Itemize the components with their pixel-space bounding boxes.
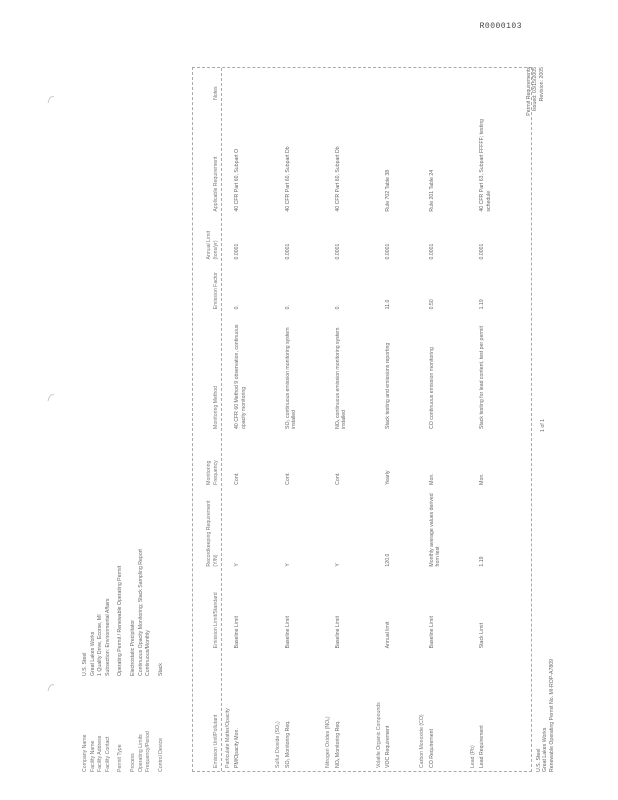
column-header: Annual Limit (tons/yr) xyxy=(206,230,219,260)
footer-line: Great Lakes Works xyxy=(542,727,549,772)
header-field-label: Facility Contact xyxy=(104,736,111,772)
group-spacer xyxy=(443,68,467,771)
table-cell: Cont. xyxy=(284,472,291,485)
header-field-label: Frequency/Period xyxy=(145,731,152,772)
footer-line: Revision: 2005 xyxy=(538,67,545,102)
header-field-value: 1 Quality Drive, Ecorse, MI xyxy=(97,614,104,676)
table-cell: CO Requirement xyxy=(428,729,435,768)
table-cell: 40 CFR Part 60, Subpart Db xyxy=(284,146,291,212)
table-cell: VOC Requirement xyxy=(385,725,392,768)
header-field-value: Subsection: Environmental Affairs xyxy=(104,598,111,676)
table-cell: 0. xyxy=(234,304,241,310)
table-cell: Rule 702 Table 38 xyxy=(385,169,392,212)
footer-line: Issued: 03/15/2005 xyxy=(532,67,539,112)
requirements-table xyxy=(192,67,532,772)
page-footer xyxy=(526,67,560,772)
column-header: Notes xyxy=(212,86,219,100)
table-cell: Baseline Limit xyxy=(334,616,341,649)
header-field xyxy=(145,342,151,772)
table-cell: NOₓ continuous emission monitoring system installed xyxy=(334,327,348,429)
column-header: Recordkeeping Requirement (Y/N) xyxy=(206,500,219,567)
header-field xyxy=(90,342,96,772)
header-field xyxy=(105,342,111,772)
column-header: Monitoring Method xyxy=(212,386,219,429)
header-field xyxy=(130,342,136,772)
table-cell: Stack Limit xyxy=(479,622,486,649)
table-cell: Mon. xyxy=(428,473,435,485)
page-number: 1 of 1 xyxy=(540,419,546,432)
table-group-title: Volatile Organic Compounds xyxy=(375,702,382,768)
header-field-label: Process xyxy=(129,753,136,772)
group-spacer xyxy=(493,68,517,771)
group-spacer xyxy=(392,68,416,771)
table-row xyxy=(233,68,248,771)
header-field xyxy=(82,342,88,772)
header-field-label: Facility Address xyxy=(97,735,104,772)
header-field xyxy=(117,342,123,772)
table-cell: Cont. xyxy=(334,472,341,485)
table-cell: Y xyxy=(284,563,291,567)
table-cell: SO₂ continuous emission monitoring system installed xyxy=(284,327,298,429)
table-cell xyxy=(478,68,493,103)
table-row xyxy=(384,68,392,771)
table-cell: 0.0001 xyxy=(385,243,392,260)
footer-line: Renewable Operating Permit No. MI-ROP-A7809 xyxy=(548,658,555,772)
footer-line: U.S. Steel xyxy=(536,748,542,772)
table-group-title: Lead (Pb) xyxy=(469,745,476,768)
table-cell: 40 CFR Part 60, Subpart Db xyxy=(334,146,341,212)
table-cell: 0.0001 xyxy=(479,243,486,260)
header-field-label: Company Name xyxy=(82,734,88,772)
table-cell: 0.0001 xyxy=(334,243,341,260)
table-cell: Stack testing for lead content, test per permit xyxy=(479,326,486,429)
header-field-label: Operating Limits xyxy=(137,734,144,772)
header-field-value: Operating Permit / Renewable Operating Permit xyxy=(117,565,124,676)
header-field xyxy=(158,342,164,772)
table-cell: 11.0 xyxy=(385,299,392,310)
column-header: Emission Limit/Standard xyxy=(212,592,219,649)
header-field-label: Facility Name xyxy=(89,740,96,772)
header-field-value: Continuous Opacity Monitoring; Stack Sampling Report xyxy=(137,549,144,676)
table-cell: 0.50 xyxy=(428,299,435,310)
table-cell xyxy=(384,68,392,103)
table-cell: Stack testing and emissions reporting xyxy=(385,342,392,429)
table-cell: 1.19 xyxy=(479,299,486,310)
table-cell: Monthly average values derived from test xyxy=(428,493,442,567)
table-cell: Cont. xyxy=(234,472,241,485)
rotated-page xyxy=(40,42,560,792)
table-row xyxy=(284,68,299,771)
table-cell: 40 CFR Part 60, Subpart O xyxy=(234,149,241,212)
header-field-value: Stack xyxy=(157,663,164,676)
table-cell: Y xyxy=(234,563,241,567)
column-header: Monitoring Frequency xyxy=(206,460,219,485)
table-cell: 120.0 xyxy=(385,553,392,567)
column-header: Emission Factor xyxy=(212,272,219,310)
header-field xyxy=(97,342,103,772)
table-cell: 1.19 xyxy=(479,556,486,567)
table-row xyxy=(478,68,493,771)
table-cell xyxy=(428,68,443,103)
table-cell: NOₓ Monitoring Req. xyxy=(334,720,341,768)
table-row xyxy=(334,68,349,771)
column-header: Applicable Requirement xyxy=(212,156,219,212)
group-spacer xyxy=(349,68,373,771)
table-header xyxy=(193,68,222,771)
document-id: R0000103 xyxy=(479,22,522,31)
table-cell: 40 CFR 60 Method 9 observation, continuous opacity monitoring xyxy=(234,324,247,429)
table-cell: SO₂ Monitoring Req. xyxy=(284,720,291,768)
group-spacer xyxy=(248,68,272,771)
header-field-label: Control Device xyxy=(157,737,164,772)
table-row xyxy=(428,68,443,771)
table-cell: CO continuous emission monitoring xyxy=(428,347,435,429)
table-group-title: Nitrogen Oxides (NOₓ) xyxy=(325,716,332,768)
column-header: Emission Unit/Pollutant xyxy=(212,714,219,768)
group-spacer xyxy=(298,68,322,771)
footer-right xyxy=(526,67,545,116)
header-field-value: U.S. Steel xyxy=(82,652,88,676)
header-field xyxy=(138,342,144,772)
footer-left xyxy=(536,659,555,772)
table-group-title: Sulfur Dioxide (SO₂) xyxy=(275,721,282,768)
header-field-label: Permit Type xyxy=(117,744,124,772)
table-cell: Baseline Limit xyxy=(234,616,241,649)
table-cell: Lead Requirement xyxy=(479,725,486,768)
table-cell xyxy=(233,68,248,103)
table-cell xyxy=(334,68,349,103)
table-cell: 0. xyxy=(334,304,341,310)
table-cell: Yearly xyxy=(385,470,392,485)
table-body xyxy=(222,68,517,771)
table-cell xyxy=(284,68,299,103)
table-cell: Baseline Limit xyxy=(428,616,435,649)
table-cell: 0.0001 xyxy=(284,243,291,260)
header-fields xyxy=(82,342,165,772)
header-field-value: Great Lakes Works xyxy=(89,631,96,676)
footer-line: Permit Requirements xyxy=(526,67,532,116)
table-group-title: Carbon Monoxide (CO) xyxy=(419,714,426,768)
table-cell: 40 CFR Part 63, Subpart FFFFF; testing schedule xyxy=(479,119,492,212)
table-cell: 0.0001 xyxy=(234,243,241,260)
table-group-title: Particulate Matter/Opacity xyxy=(225,708,231,768)
table-cell: PM/Opacity Mon. xyxy=(234,728,241,768)
table-cell: Y xyxy=(334,563,341,567)
table-cell: Mon. xyxy=(479,473,486,485)
table-cell: Baseline Limit xyxy=(284,616,291,649)
header-field-value: Continuous/Monthly xyxy=(145,630,152,676)
table-cell: 0.0001 xyxy=(428,243,435,260)
header-field-value: Electrostatic Precipitator xyxy=(129,620,136,676)
table-cell: Annual limit xyxy=(385,621,392,649)
table-cell: Rule 201 Table 24 xyxy=(428,169,435,212)
table-cell: 0. xyxy=(284,304,291,310)
